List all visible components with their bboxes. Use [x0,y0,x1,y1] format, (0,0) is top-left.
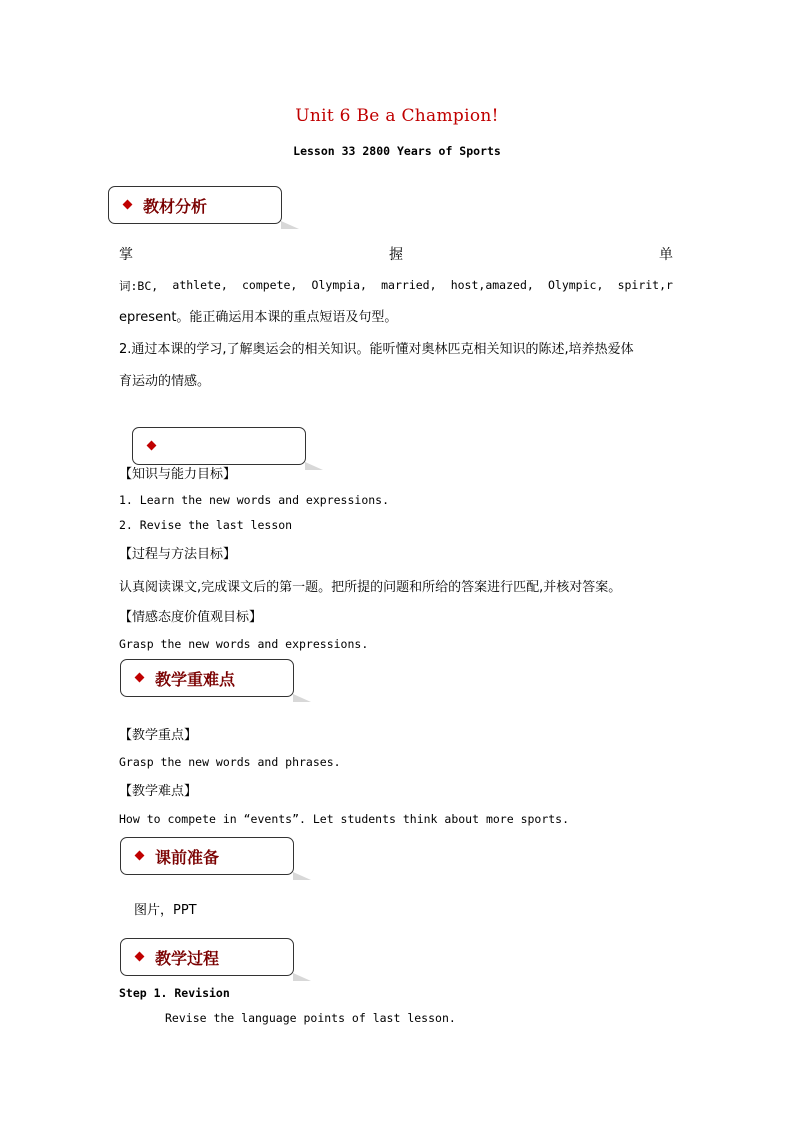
box-shadow [293,872,311,880]
word: athlete, [172,278,228,292]
prep-text: 图片，PPT [134,903,197,918]
analysis-row-3: epresent。能正确运用本课的重点短语及句型。 [119,310,398,325]
section-label: 教学重难点 [155,670,236,689]
box-shadow [305,462,323,470]
goal-item-1: 1. Learn the new words and expressions. [119,493,390,507]
difficulty-heading: 【教学难点】 [119,784,198,799]
keypoint-text: Grasp the new words and phrases. [119,755,341,769]
word: Olympia, [311,278,367,292]
section-label: 课前准备 [155,848,220,867]
keypoint-heading: 【教学重点】 [119,728,198,743]
difficulty-text: How to compete in “events”. Let students think about more sports. [119,812,570,826]
goal-heading-knowledge: 【知识与能力目标】 [119,467,237,482]
section-header-goals [132,427,306,465]
analysis-row-5: 育运动的情感。 [119,374,211,389]
step-1-text: Revise the language points of last lesson. [165,1011,456,1025]
word: spirit,r [617,278,673,292]
analysis-row-4: 2.通过本课的学习,了解奥运会的相关知识。能听懂对奥林匹克相关知识的陈述,培养热爱体 [119,342,634,357]
analysis-row-2 [119,278,673,294]
word: 掌 [119,247,133,263]
diamond-bullet-icon [135,673,145,683]
goal-heading-attitude: 【情感态度价值观目标】 [119,610,263,625]
word: compete, [241,278,298,292]
diamond-bullet-icon [135,952,145,962]
step-1-heading: Step 1. Revision [119,986,230,1000]
box-shadow [281,221,299,229]
lesson-subtitle: Lesson 33 2800 Years of Sports [293,144,501,158]
diamond-bullet-icon [123,200,133,210]
analysis-row-1 [119,244,673,264]
diamond-bullet-icon [147,441,157,451]
goal-attitude-text: Grasp the new words and expressions. [119,637,369,651]
box-shadow [293,973,311,981]
section-header-keypoints [120,659,294,697]
word: 握 [389,247,403,263]
word: host,amazed, [450,278,534,292]
section-header-process [120,938,294,976]
section-label: 教学过程 [155,949,220,968]
word: Olympic, [547,278,604,292]
diamond-bullet-icon [135,851,145,861]
goal-item-2: 2. Revise the last lesson [119,518,293,532]
section-header-prep [120,837,294,875]
section-label: 教材分析 [143,197,208,216]
word: 词:BC, [119,279,159,293]
goal-process-text: 认真阅读课文,完成课文后的第一题。把所提的问题和所给的答案进行匹配,并核对答案。 [119,580,622,595]
box-shadow [293,694,311,702]
document-title: Unit 6 Be a Champion! [295,106,499,126]
word: married, [381,278,437,292]
section-header-analysis [108,186,282,224]
word: 单 [659,247,673,263]
goal-heading-process: 【过程与方法目标】 [119,547,237,562]
